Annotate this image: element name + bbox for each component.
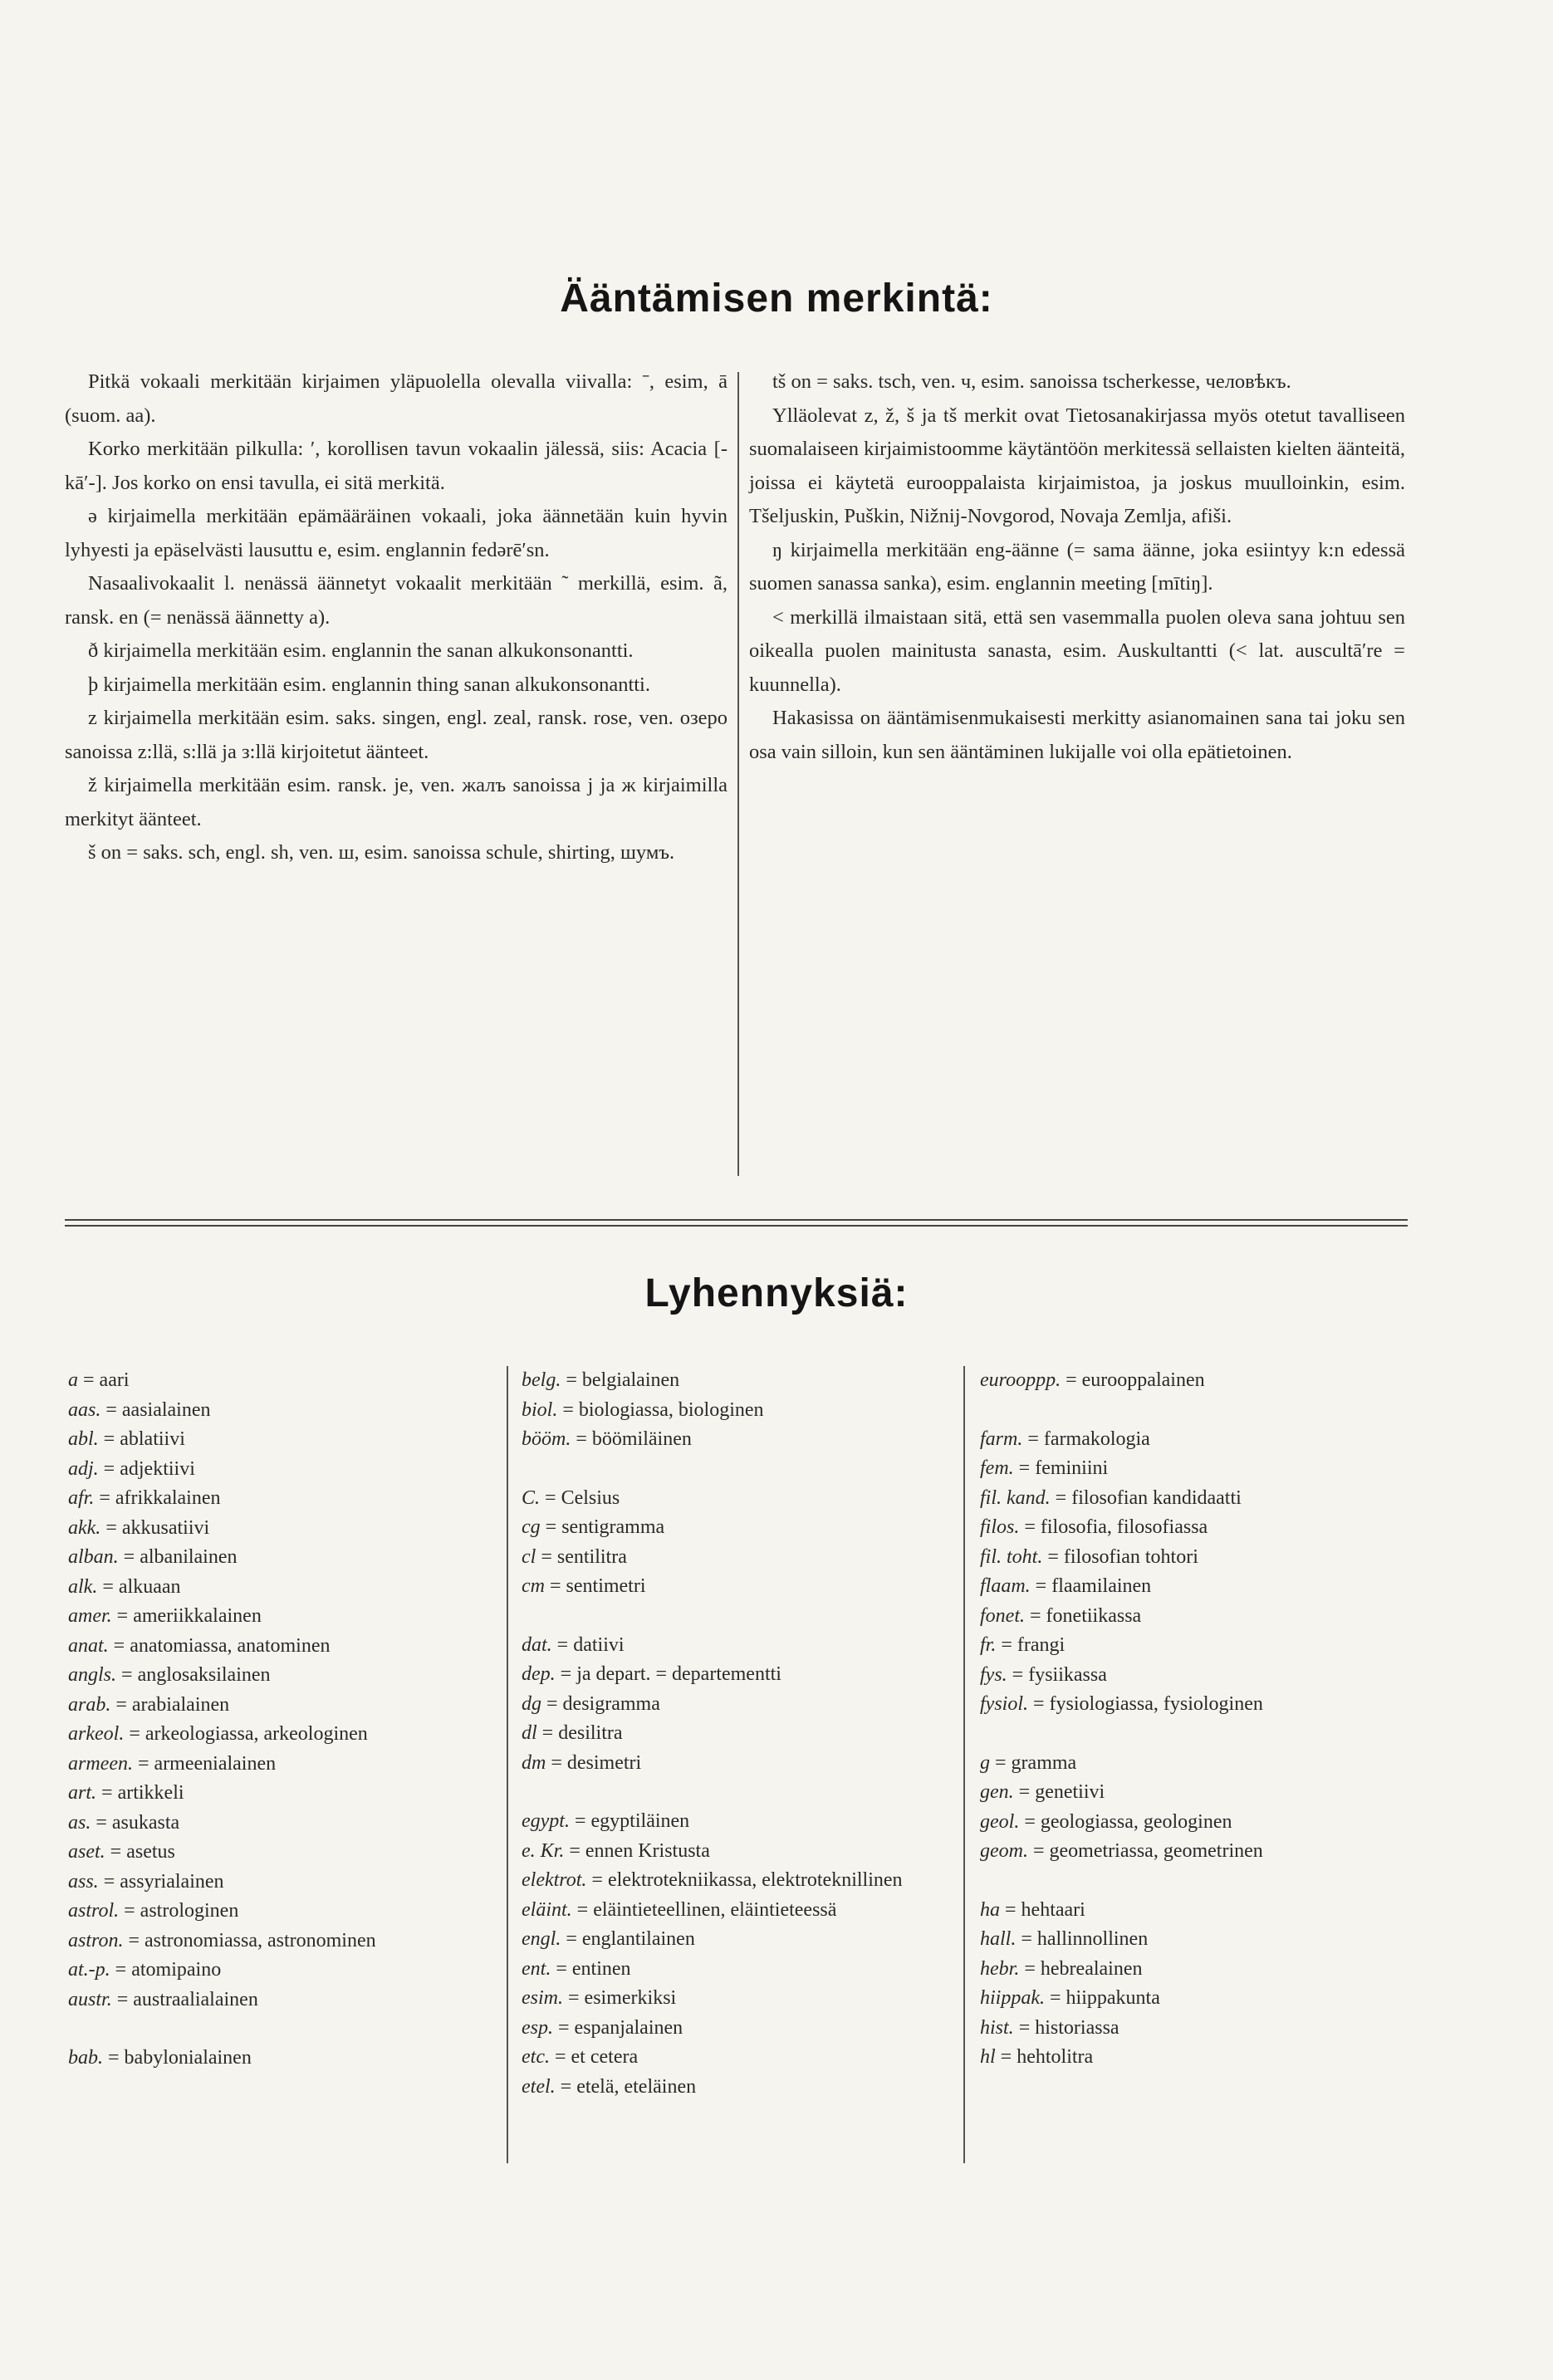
abbreviation: e. Kr. bbox=[522, 1839, 565, 1862]
abbreviation-entry bbox=[68, 1514, 500, 1544]
equals-sign: = bbox=[564, 1839, 585, 1862]
abbreviation: elektrot. bbox=[522, 1869, 587, 1891]
definition: genetiivi bbox=[1035, 1781, 1105, 1803]
equals-sign: = bbox=[1000, 1898, 1021, 1921]
abbreviation-entry bbox=[68, 1809, 500, 1839]
abbreviation: hl bbox=[980, 2046, 996, 2068]
abbreviation-entry bbox=[68, 1455, 500, 1485]
abbreviation: armeen. bbox=[68, 1752, 133, 1775]
equals-sign: = bbox=[96, 1782, 118, 1804]
abbreviation: dm bbox=[522, 1751, 546, 1774]
definition: sentimetri bbox=[566, 1575, 646, 1597]
definition: ablatiivi bbox=[120, 1428, 185, 1450]
abbreviation: fysiol. bbox=[980, 1693, 1028, 1715]
abbreviation: arab. bbox=[68, 1693, 111, 1716]
definition: atomipaino bbox=[131, 1959, 222, 1981]
equals-sign: = bbox=[561, 1928, 582, 1950]
definition: hiippakunta bbox=[1066, 1987, 1160, 2009]
equals-sign: = bbox=[111, 1605, 134, 1627]
definition: adjektiivi bbox=[120, 1457, 195, 1480]
abbreviations-column-1 bbox=[68, 1366, 500, 2074]
definition: assyrialainen bbox=[120, 1870, 224, 1893]
paragraph: Hakasissa on ääntämisenmukaisesti merkitty asianomainen sana tai joku sen osa vain silloin, kun sen ääntäminen lukijalle voi olla epätietoinen. bbox=[749, 707, 1405, 763]
abbreviation-entry bbox=[68, 1632, 500, 1662]
equals-sign: = bbox=[571, 1428, 592, 1450]
definition: historiassa bbox=[1035, 2016, 1119, 2039]
abbreviation: fil. kand. bbox=[980, 1486, 1051, 1509]
equals-sign: = bbox=[555, 2075, 577, 2098]
abbreviation-entry bbox=[522, 1925, 953, 1955]
abbreviation-entry bbox=[522, 1543, 953, 1573]
paragraph: ə kirjaimella merkitään epämääräinen vokaali, joka äännetään kuin hyvin lyhyesti ja epäselvästi lausuttu e, esim. englannin fedərē′sn. bbox=[65, 505, 728, 561]
definition: alkuaan bbox=[118, 1575, 181, 1598]
equals-sign: = bbox=[1027, 1840, 1050, 1862]
paragraph: z kirjaimella merkitään esim. saks. singen, engl. zeal, ransk. rose, ven. озеро sanoissa z:llä, s:llä ja з:llä kirjoitetut äänteet. bbox=[65, 707, 728, 763]
paragraph: tš on = saks. tsch, ven. ч, esim. sanoissa tscherkesse, человѣкъ. bbox=[772, 370, 1291, 393]
abbreviations-heading: Lyhennyksiä: bbox=[644, 1271, 909, 1315]
abbreviation: hist. bbox=[980, 2016, 1014, 2039]
abbreviation: afr. bbox=[68, 1487, 95, 1509]
abbreviation-entry bbox=[522, 1572, 953, 1602]
definition: entinen bbox=[571, 1957, 631, 1980]
definition: egyptiläinen bbox=[590, 1810, 690, 1832]
abbreviation-entry bbox=[68, 1484, 500, 1514]
abbreviation: dep. bbox=[522, 1663, 556, 1685]
abbreviation-entry bbox=[68, 1425, 500, 1455]
abbreviation: gen. bbox=[980, 1781, 1014, 1803]
abbreviation: fil. toht. bbox=[980, 1545, 1043, 1568]
equals-sign: = bbox=[551, 1957, 572, 1980]
abbreviation-entry bbox=[980, 1513, 1404, 1543]
abbreviation-entry bbox=[980, 1955, 1404, 1985]
definition: farmakologia bbox=[1043, 1428, 1150, 1450]
definition: arkeologiassa, arkeologinen bbox=[145, 1723, 368, 1745]
equals-sign: = bbox=[119, 1900, 140, 1922]
abbreviation-entry bbox=[980, 2043, 1404, 2073]
abbreviation: esp. bbox=[522, 2016, 553, 2039]
pronunciation-left-column bbox=[65, 365, 728, 870]
equals-sign: = bbox=[541, 1692, 563, 1715]
definition: astronomiassa, astronominen bbox=[145, 1929, 376, 1952]
abbreviation: bab. bbox=[68, 2047, 103, 2069]
definition: hallinnollinen bbox=[1036, 1928, 1149, 1950]
abbreviation-entry bbox=[980, 1425, 1404, 1455]
equals-sign: = bbox=[124, 1723, 145, 1745]
abbreviation: ha bbox=[980, 1898, 1000, 1921]
definition: austraalialainen bbox=[133, 1988, 258, 2010]
definition: fysiikassa bbox=[1028, 1663, 1107, 1686]
abbreviation-entry bbox=[68, 1838, 500, 1868]
definition: anatomiassa, anatominen bbox=[130, 1634, 331, 1657]
abbreviation-entry bbox=[68, 1573, 500, 1603]
equals-sign: = bbox=[555, 1663, 577, 1685]
abbreviation: bööm. bbox=[522, 1428, 571, 1450]
abbreviation-entry bbox=[980, 1454, 1404, 1484]
group-gap bbox=[522, 1455, 953, 1484]
definition: hehtaari bbox=[1021, 1898, 1085, 1921]
abbreviation: adj. bbox=[68, 1457, 99, 1480]
definition: belgialainen bbox=[581, 1369, 680, 1391]
abbreviation: art. bbox=[68, 1782, 97, 1804]
definition: sentigramma bbox=[561, 1516, 665, 1538]
section-rule-bottom bbox=[65, 1225, 1408, 1227]
definition: armeenialainen bbox=[154, 1752, 277, 1775]
abbreviation-entry bbox=[980, 1661, 1404, 1691]
equals-sign: = bbox=[98, 1428, 120, 1450]
equals-sign: = bbox=[990, 1751, 1012, 1774]
definition: ja depart. = departementti bbox=[576, 1663, 781, 1685]
abbreviation-entry bbox=[980, 2014, 1404, 2044]
abbreviation-entry bbox=[522, 1807, 953, 1837]
abbreviation: hall. bbox=[980, 1928, 1017, 1950]
paragraph: ž kirjaimella merkitään esim. ransk. je, ven. жалъ sanoissa j ja ж kirjaimilla merkityt äänteet. bbox=[65, 774, 728, 830]
abbreviation: anat. bbox=[68, 1634, 109, 1657]
equals-sign: = bbox=[103, 2047, 125, 2069]
equals-sign: = bbox=[98, 1457, 120, 1480]
equals-sign: = bbox=[110, 1693, 132, 1716]
abbreviation-entry bbox=[522, 1484, 953, 1514]
abbreviation: geol. bbox=[980, 1810, 1020, 1833]
abbreviation-entry bbox=[68, 1868, 500, 1898]
abbreviation: fem. bbox=[980, 1457, 1014, 1479]
equals-sign: = bbox=[1030, 1575, 1052, 1597]
definition: feminiini bbox=[1035, 1457, 1109, 1479]
abbreviation-entry bbox=[522, 1396, 953, 1426]
abbreviation: amer. bbox=[68, 1605, 112, 1627]
paragraph: ŋ kirjaimella merkitään eng-äänne (= sama äänne, joka esiintyy k:n edessä suomen sanassa sanka), esim. englannin meeting [mītiŋ]. bbox=[749, 538, 1405, 595]
abbreviation: dl bbox=[522, 1722, 537, 1744]
paragraph: Nasaalivokaalit l. nenässä äännetyt vokaalit merkitään ˜ merkillä, esim. ã, ransk. en (= nenässä äännetty a). bbox=[65, 572, 728, 629]
equals-sign: = bbox=[1019, 1957, 1041, 1980]
abbreviation: cm bbox=[522, 1575, 545, 1597]
abbreviation-entry bbox=[522, 1690, 953, 1720]
equals-sign: = bbox=[111, 1988, 134, 2010]
abbreviation-entry bbox=[68, 1750, 500, 1780]
equals-sign: = bbox=[98, 1870, 120, 1893]
abbreviation: austr. bbox=[68, 1988, 112, 2010]
group-gap bbox=[980, 1396, 1404, 1425]
equals-sign: = bbox=[571, 1898, 594, 1921]
definition: afrikkalainen bbox=[115, 1487, 221, 1509]
abbreviation: flaam. bbox=[980, 1575, 1031, 1597]
abbreviation-entry bbox=[980, 1749, 1404, 1779]
abbreviation: a bbox=[68, 1369, 78, 1391]
definition: asetus bbox=[126, 1841, 175, 1863]
definition: desilitra bbox=[558, 1722, 623, 1744]
abbreviation: filos. bbox=[980, 1516, 1020, 1538]
paragraph: Pitkä vokaali merkitään kirjaimen yläpuolella olevalla viivalla: ˉ, esim, ā (suom. aa). bbox=[65, 370, 728, 427]
definition: Celsius bbox=[561, 1486, 620, 1509]
equals-sign: = bbox=[553, 2016, 575, 2039]
paragraph: ð kirjaimella merkitään esim. englannin the sanan alkukonsonantti. bbox=[88, 639, 634, 662]
equals-sign: = bbox=[110, 1959, 132, 1981]
abbreviation: akk. bbox=[68, 1516, 101, 1539]
definition: datiivi bbox=[573, 1633, 625, 1656]
definition: ennen Kristusta bbox=[585, 1839, 710, 1862]
paragraph: Korko merkitään pilkulla: ′, korollisen tavun vokaalin jälessä, siis: Acacia [-kā′-]. Jos korko on ensi tavulla, ei sitä merkitä. bbox=[65, 438, 728, 494]
abbreviation: angls. bbox=[68, 1664, 117, 1686]
definition: et cetera bbox=[571, 2046, 639, 2068]
equals-sign: = bbox=[97, 1575, 119, 1598]
definition: asukasta bbox=[111, 1811, 180, 1834]
abbreviation-entry bbox=[68, 1543, 500, 1573]
equals-sign: = bbox=[100, 1516, 122, 1539]
abbreviation: abl. bbox=[68, 1428, 99, 1450]
abbreviation: eurooppp. bbox=[980, 1369, 1061, 1391]
equals-sign: = bbox=[1025, 1604, 1046, 1627]
abbreviation: esim. bbox=[522, 1987, 563, 2009]
definition: geometriassa, geometrinen bbox=[1049, 1840, 1263, 1862]
definition: espanjalainen bbox=[574, 2016, 683, 2039]
abbreviation-entry bbox=[980, 1366, 1404, 1396]
abbreviation-entry bbox=[980, 1602, 1404, 1632]
equals-sign: = bbox=[1013, 1457, 1036, 1479]
definition: geologiassa, geologinen bbox=[1040, 1810, 1232, 1833]
equals-sign: = bbox=[1013, 2016, 1036, 2039]
definition: elektrotekniikassa, elektroteknillinen bbox=[607, 1869, 903, 1891]
pronunciation-heading: Ääntämisen merkintä: bbox=[560, 277, 993, 321]
abbreviation: eläint. bbox=[522, 1898, 572, 1921]
definition: akkusatiivi bbox=[121, 1516, 210, 1539]
equals-sign: = bbox=[536, 1722, 559, 1744]
abbreviation-entry bbox=[522, 1896, 953, 1926]
equals-sign: = bbox=[1019, 1516, 1041, 1538]
abbreviation: C. bbox=[522, 1486, 541, 1509]
abbreviation-entry bbox=[980, 1690, 1404, 1720]
definition: anglosaksilainen bbox=[137, 1664, 271, 1686]
abbreviation: egypt. bbox=[522, 1810, 570, 1832]
equals-sign: = bbox=[123, 1929, 145, 1952]
definition: flaamilainen bbox=[1051, 1575, 1152, 1597]
definition: aari bbox=[99, 1369, 130, 1391]
abbreviation-entry bbox=[980, 1778, 1404, 1808]
abbreviation-entry bbox=[68, 1720, 500, 1750]
abbreviation: ent. bbox=[522, 1957, 551, 1980]
abbreviation-entry bbox=[522, 1366, 953, 1396]
abbreviation-entry bbox=[68, 1396, 500, 1426]
abbreviation: hiippak. bbox=[980, 1987, 1045, 2009]
abbreviation: cl bbox=[522, 1545, 536, 1568]
equals-sign: = bbox=[561, 1369, 582, 1391]
equals-sign: = bbox=[1042, 1545, 1064, 1568]
group-gap bbox=[522, 1778, 953, 1807]
section-rule-top bbox=[65, 1219, 1408, 1221]
definition: hehtolitra bbox=[1017, 2046, 1094, 2068]
equals-sign: = bbox=[586, 1869, 608, 1891]
definition: fonetiikassa bbox=[1046, 1604, 1142, 1627]
abbreviation-entry bbox=[68, 1691, 500, 1721]
definition: esimerkiksi bbox=[584, 1987, 677, 2009]
abbreviation: as. bbox=[68, 1811, 91, 1834]
definition: sentilitra bbox=[556, 1545, 627, 1568]
abbreviation-entry bbox=[68, 1366, 500, 1396]
abbreviation: ass. bbox=[68, 1870, 99, 1893]
equals-sign: = bbox=[551, 1633, 574, 1656]
abbreviation-entry bbox=[980, 1984, 1404, 2014]
definition: frangi bbox=[1017, 1634, 1066, 1656]
definition: filosofian kandidaatti bbox=[1071, 1486, 1242, 1509]
abbreviation: etel. bbox=[522, 2075, 556, 2098]
abbreviation: biol. bbox=[522, 1398, 558, 1421]
abbreviation-entry bbox=[522, 1955, 953, 1985]
equals-sign: = bbox=[1019, 1810, 1041, 1833]
abbreviation-entry bbox=[68, 1779, 500, 1809]
abbreviation: fr. bbox=[980, 1634, 997, 1656]
column-divider-1 bbox=[507, 1366, 508, 2163]
pronunciation-right-column bbox=[749, 365, 1405, 769]
abbreviation-entry bbox=[980, 1925, 1404, 1955]
definition: eurooppalainen bbox=[1081, 1369, 1205, 1391]
abbreviations-column-3 bbox=[980, 1366, 1404, 2073]
abbreviation: cg bbox=[522, 1516, 541, 1538]
equals-sign: = bbox=[1016, 1928, 1037, 1950]
abbreviation-entry bbox=[980, 1837, 1404, 1867]
equals-sign: = bbox=[1028, 1693, 1050, 1715]
equals-sign: = bbox=[1013, 1781, 1036, 1803]
abbreviation: astrol. bbox=[68, 1900, 120, 1922]
equals-sign: = bbox=[1045, 1987, 1066, 2009]
abbreviation: arkeol. bbox=[68, 1723, 125, 1745]
abbreviation-entry bbox=[522, 1660, 953, 1690]
equals-sign: = bbox=[100, 1398, 122, 1421]
abbreviation: fys. bbox=[980, 1663, 1007, 1686]
group-gap bbox=[522, 1602, 953, 1631]
group-gap bbox=[980, 1867, 1404, 1896]
abbreviation-entry bbox=[68, 1956, 500, 1986]
equals-sign: = bbox=[116, 1664, 138, 1686]
abbreviation-entry bbox=[522, 1749, 953, 1779]
paragraph: þ kirjaimella merkitään esim. englannin thing sanan alkukonsonantti. bbox=[88, 673, 650, 696]
abbreviation: fonet. bbox=[980, 1604, 1025, 1627]
abbreviation: farm. bbox=[980, 1428, 1023, 1450]
definition: hebrealainen bbox=[1040, 1957, 1143, 1980]
equals-sign: = bbox=[78, 1369, 100, 1391]
equals-sign: = bbox=[132, 1752, 154, 1775]
equals-sign: = bbox=[1022, 1428, 1044, 1450]
equals-sign: = bbox=[540, 1516, 562, 1538]
equals-sign: = bbox=[544, 1575, 566, 1597]
abbreviation: astron. bbox=[68, 1929, 124, 1952]
abbreviation-entry bbox=[522, 1631, 953, 1661]
equals-sign: = bbox=[996, 1634, 1017, 1656]
abbreviation-entry bbox=[68, 2044, 500, 2074]
definition: biologiassa, biologinen bbox=[578, 1398, 764, 1421]
abbreviation: geom. bbox=[980, 1840, 1028, 1862]
equals-sign: = bbox=[108, 1634, 130, 1657]
equals-sign: = bbox=[549, 2046, 571, 2068]
equals-sign: = bbox=[569, 1810, 591, 1832]
abbreviation: hebr. bbox=[980, 1957, 1020, 1980]
paragraph: Ylläolevat z, ž, š ja tš merkit ovat Tietosanakirjassa myös otetut tavalliseen suomalaiseen kirjaimistoomme käytäntöön merkitessä sellaisten kielten äänteitä, joissa ei käytetä eurooppalaista kirjaimistoa, ja joskus muulloinkin, esim. Tšeljuskin, Puškin, Nižnij-Novgorod, Novaja Zemlja, afiši. bbox=[749, 404, 1405, 527]
definition: böömiläinen bbox=[591, 1428, 692, 1450]
definition: eläintieteellinen, eläintieteessä bbox=[593, 1898, 837, 1921]
definition: etelä, eteläinen bbox=[576, 2075, 697, 2098]
definition: desimetri bbox=[566, 1751, 642, 1774]
abbreviation: at.-p. bbox=[68, 1959, 110, 1981]
abbreviation-entry bbox=[68, 1602, 500, 1632]
abbreviation-entry bbox=[68, 1661, 500, 1691]
definition: astrologinen bbox=[140, 1900, 239, 1922]
definition: fysiologiassa, fysiologinen bbox=[1049, 1693, 1263, 1715]
equals-sign: = bbox=[563, 1987, 585, 2009]
equals-sign: = bbox=[1050, 1486, 1072, 1509]
abbreviation-entry bbox=[980, 1572, 1404, 1602]
definition: babylonialainen bbox=[124, 2047, 252, 2069]
definition: albanilainen bbox=[140, 1546, 238, 1568]
equals-sign: = bbox=[91, 1811, 112, 1834]
equals-sign: = bbox=[94, 1487, 115, 1509]
abbreviation-entry bbox=[68, 1986, 500, 2015]
abbreviation-entry bbox=[522, 2043, 953, 2073]
paragraph: š on = saks. sch, engl. sh, ven. ш, esim. sanoissa schule, shirting, шумъ. bbox=[88, 841, 675, 864]
definition: ameriikkalainen bbox=[133, 1605, 262, 1627]
column-divider bbox=[737, 372, 739, 1176]
abbreviation-entry bbox=[522, 2014, 953, 2044]
abbreviation: dat. bbox=[522, 1633, 552, 1656]
abbreviation-entry bbox=[980, 1808, 1404, 1838]
abbreviation-entry bbox=[980, 1543, 1404, 1573]
definition: artikkeli bbox=[117, 1782, 184, 1804]
abbreviation: aas. bbox=[68, 1398, 101, 1421]
abbreviation-entry bbox=[522, 1425, 953, 1455]
definition: aasialainen bbox=[121, 1398, 211, 1421]
abbreviation-entry bbox=[522, 1513, 953, 1543]
abbreviation: aset. bbox=[68, 1841, 105, 1863]
equals-sign: = bbox=[995, 2046, 1017, 2068]
definition: filosofian tohtori bbox=[1063, 1545, 1198, 1568]
equals-sign: = bbox=[536, 1545, 557, 1568]
abbreviations-column-2 bbox=[522, 1366, 953, 2102]
abbreviation: belg. bbox=[522, 1369, 561, 1391]
abbreviation-entry bbox=[522, 1837, 953, 1867]
equals-sign: = bbox=[118, 1546, 140, 1568]
abbreviation-entry bbox=[980, 1631, 1404, 1661]
abbreviation-entry bbox=[522, 2073, 953, 2103]
abbreviation: g bbox=[980, 1751, 990, 1774]
abbreviation-entry bbox=[980, 1896, 1404, 1926]
abbreviation: engl. bbox=[522, 1928, 561, 1950]
abbreviation-entry bbox=[522, 1719, 953, 1749]
group-gap bbox=[68, 2015, 500, 2044]
definition: arabialainen bbox=[131, 1693, 230, 1716]
equals-sign: = bbox=[540, 1486, 561, 1509]
definition: filosofia, filosofiassa bbox=[1040, 1516, 1208, 1538]
column-divider-2 bbox=[963, 1366, 965, 2163]
equals-sign: = bbox=[1061, 1369, 1082, 1391]
definition: englantilainen bbox=[581, 1928, 695, 1950]
equals-sign: = bbox=[105, 1841, 127, 1863]
abbreviation-entry bbox=[68, 1897, 500, 1927]
abbreviation: dg bbox=[522, 1692, 541, 1715]
abbreviation-entry bbox=[522, 1984, 953, 2014]
abbreviation-entry bbox=[980, 1484, 1404, 1514]
abbreviation-entry bbox=[68, 1927, 500, 1956]
equals-sign: = bbox=[1007, 1663, 1029, 1686]
paragraph: < merkillä ilmaistaan sitä, että sen vasemmalla puolen oleva sana johtuu sen oikealla puolen mainitusta sanasta, esim. Auskultantti (< lat. auscultā′re = kuunnella). bbox=[749, 605, 1405, 696]
equals-sign: = bbox=[546, 1751, 567, 1774]
definition: gramma bbox=[1011, 1751, 1077, 1774]
equals-sign: = bbox=[557, 1398, 579, 1421]
abbreviation: etc. bbox=[522, 2046, 550, 2068]
group-gap bbox=[980, 1720, 1404, 1749]
abbreviation: alk. bbox=[68, 1575, 98, 1598]
abbreviation-entry bbox=[522, 1866, 953, 1896]
definition: desigramma bbox=[562, 1692, 660, 1715]
abbreviation: alban. bbox=[68, 1546, 119, 1568]
